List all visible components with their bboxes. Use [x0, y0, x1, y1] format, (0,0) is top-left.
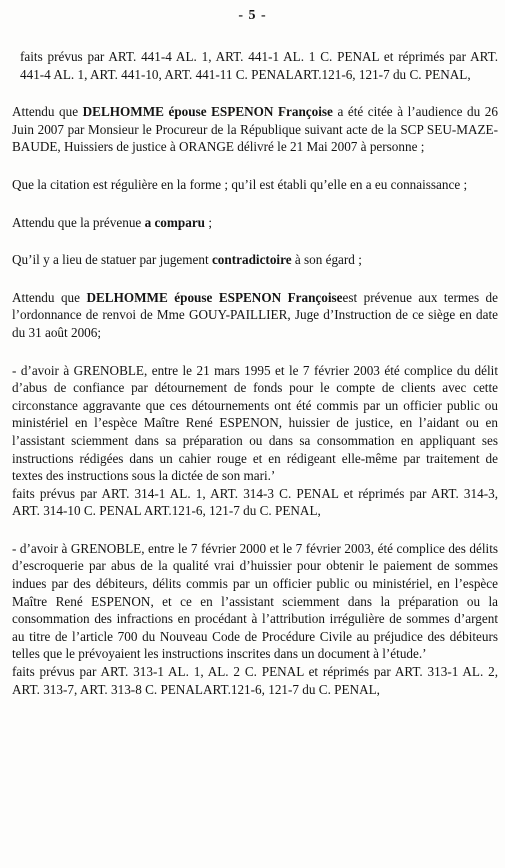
paragraph-legal-basis-1: faits prévus par ART. 441-4 AL. 1, ART. 441-1 AL. 1 C. PENAL et réprimés par ART. 441-4 AL. 1, ART. 441-10, ART. 441-11 C. PENALART.121-6, 121-7 du C. PENAL, [20, 49, 498, 82]
defendant-name: DELHOMME épouse ESPENON Françoise [82, 104, 333, 120]
judgment-type: contradictoire [211, 252, 292, 268]
paragraph-judgment-type [12, 251, 498, 269]
text-run: ; [205, 214, 212, 230]
appearance-status: a comparu [144, 214, 206, 230]
paragraph-charge-2: - d’avoir à GRENOBLE, entre le 7 février 2000 et le 7 février 2003, été complice des délits d’escroquerie par abus de la qualité vrai d’huissier pour obtenir le paiement de sommes indues par des débiteurs, délits commis par un officier public ou ministériel, en l’espèce Maître René ESPENON, et ce en l’assistant sciemment dans la préparation ou la consommation des infractions en procédant à l’attribution irrégulière de sommes d’argent au titre de l’article 700 du Nouveau Code de Procédure Civile au préjudice des débiteurs telles que le prévoyaient les instructions inscrites dans un document à l’étude.’ [12, 540, 498, 662]
paragraph-charge-1: - d’avoir à GRENOBLE, entre le 21 mars 1995 et le 7 février 2003 été complice du délit d’abus de confiance par détournement de fonds pour le compte de clients avec cette circonstance aggravante que ces détournements ont été commis par un officier public ou ministériel en l’espèce Maître René ESPENON, huissier de justice, en l’aidant ou en l’assistant sciemment dans sa préparation ou dans sa consommation en appliquant ses instructions rédigées dans un cahier rouge et en rédigeant elle-même par traitement de textes des instructions sous la dictée de son mari.’ [12, 362, 498, 484]
paragraph-legal-basis-3: faits prévus par ART. 313-1 AL. 1, AL. 2 C. PENAL et réprimés par ART. 313-1 AL. 2, ART. 313-7, ART. 313-8 C. PENALART.121-6, 121-7 du C. PENAL, [12, 664, 498, 697]
text-run: Attendu que la prévenue [12, 214, 145, 230]
text-run: à son égard ; [291, 252, 362, 268]
defendant-name: DELHOMME épouse ESPENON Françoise [86, 289, 343, 305]
paragraph-citation-regular: Que la citation est régulière en la forme ; qu’il est établi qu’elle en a eu connaissance ; [12, 176, 468, 192]
paragraph-appearance [12, 214, 498, 232]
paragraph-charges-intro [12, 289, 498, 342]
text-run: Attendu que [12, 289, 87, 305]
page-number: - 5 - [238, 8, 267, 23]
page-body [12, 48, 498, 698]
text-run: est prévenue aux termes de l’ordonnance de renvoi de Mme GOUY-PAILLIER, Juge d’Instruction de ce siège en date du 31 août 2006; [12, 289, 498, 340]
text-run: a été citée à l’audience du 26 Juin 2007 par Monsieur le Procureur de la République suivant acte de la SCP SEU-MAZE-BAUDE, Huissiers de justice à ORANGE délivré le 21 Mai 2007 à personne ; [12, 104, 498, 155]
paragraph-legal-basis-2: faits prévus par ART. 314-1 AL. 1, ART. 314-3 C. PENAL et réprimés par ART. 314-3, ART. 314-10 C. PENAL ART.121-6, 121-7 du C. PENAL, [12, 485, 498, 519]
text-run: Attendu que [12, 104, 83, 120]
text-run: Qu’il y a lieu de statuer par jugement [12, 252, 212, 268]
paragraph-citation [12, 103, 498, 156]
